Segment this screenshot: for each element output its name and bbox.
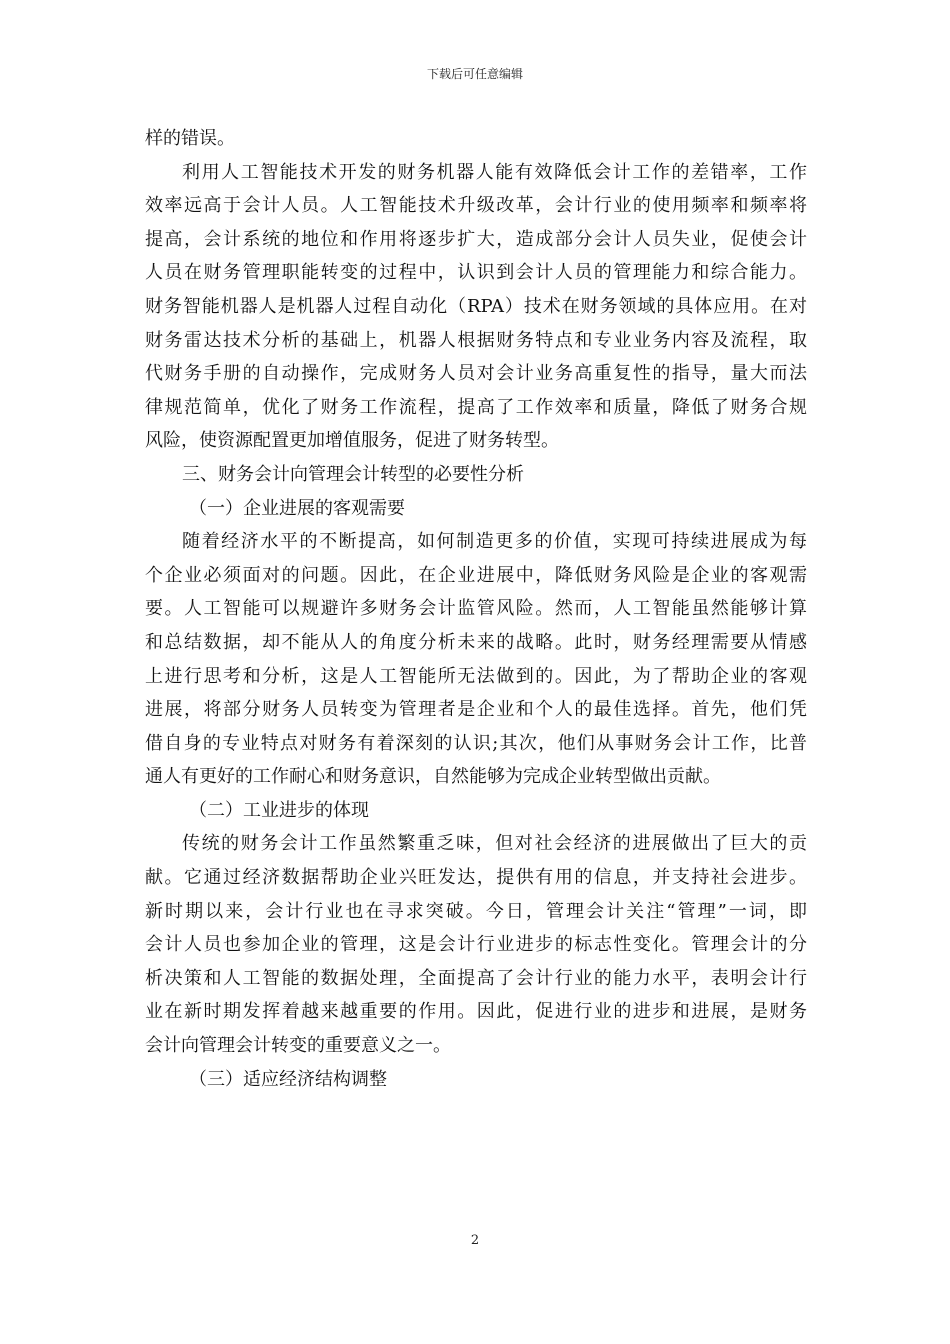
paragraph-start-line: 传统的财务会计工作虽然繁重乏味，但对社会经济的进展做出了巨大的贡 [182, 833, 807, 855]
text-line: 代财务手册的自动操作，完成财务人员对会计业务高重复性的指导，量大而法 [145, 363, 807, 385]
text-line: 进展，将部分财务人员转变为管理者是企业和个人的最佳选择。首先，他们凭 [145, 699, 807, 721]
page-header: 下载后可任意编辑 [426, 67, 523, 81]
text-line: 样的错误。 [145, 128, 235, 149]
paragraph-start-line: 随着经济水平的不断提高，如何制造更多的价值，实现可持续进展成为每 [182, 531, 807, 553]
text-line: 借自身的专业特点对财务有着深刻的认识;其次，他们从事财务会计工作，比普 [145, 732, 807, 754]
text-line: 个企业必须面对的问题。因此，在企业进展中，降低财务风险是企业的客观需 [145, 564, 807, 586]
text-line: 业在新时期发挥着越来越重要的作用。因此，促进行业的进步和进展，是财务 [145, 1001, 807, 1023]
text-line: 和总结数据，却不能从人的角度分析未来的战略。此时，财务经理需要从情感 [145, 631, 807, 653]
paragraph-start-line: 利用人工智能技术开发的财务机器人能有效降低会计工作的差错率，工作 [182, 161, 807, 183]
text-line: 律规范简单，优化了财务工作流程，提高了工作效率和质量，降低了财务合规 [145, 396, 807, 418]
text-line: 人员在财务管理职能转变的过程中，认识到会计人员的管理能力和综合能力。 [145, 262, 807, 284]
text-line: 会计人员也参加企业的管理，这是会计行业进步的标志性变化。管理会计的分 [145, 934, 807, 956]
text-line: 效率远高于会计人员。人工智能技术升级改革，会计行业的使用频率和频率将 [145, 195, 807, 217]
text-line: 会计向管理会计转变的重要意义之一。 [145, 1035, 451, 1057]
section-heading: 三、财务会计向管理会计转型的必要性分析 [182, 463, 524, 485]
subsection-heading: （一）企业进展的客观需要 [189, 497, 405, 519]
text-line: 献。它通过经济数据帮助企业兴旺发达，提供有用的信息，并支持社会进步。 [145, 867, 807, 889]
text-line: 风险，使资源配置更加增值服务，促进了财务转型。 [145, 430, 559, 452]
text-line: 析决策和人工智能的数据处理，全面提高了会计行业的能力水平，表明会计行 [145, 967, 807, 989]
page-number: 2 [470, 1233, 480, 1248]
subsection-heading: （二）工业进步的体现 [189, 799, 369, 821]
text-line: 财务雷达技术分析的基础上，机器人根据财务特点和专业业务内容及流程，取 [145, 329, 807, 351]
text-line: 财务智能机器人是机器人过程自动化（RPA）技术在财务领域的具体应用。在对 [145, 295, 807, 317]
subsection-heading: （三）适应经济结构调整 [189, 1068, 387, 1090]
text-line: 上进行思考和分析，这是人工智能所无法做到的。因此，为了帮助企业的客观 [145, 665, 807, 687]
text-line: 新时期以来，会计行业也在寻求突破。今日，管理会计关注“管理”一词，即 [145, 900, 807, 922]
text-line: 要。人工智能可以规避许多财务会计监管风险。然而，人工智能虽然能够计算 [145, 598, 807, 620]
text-line: 提高，会计系统的地位和作用将逐步扩大，造成部分会计人员失业，促使会计 [145, 228, 807, 250]
document-body [145, 122, 807, 1096]
text-line: 通人有更好的工作耐心和财务意识，自然能够为完成企业转型做出贡献。 [145, 766, 721, 788]
